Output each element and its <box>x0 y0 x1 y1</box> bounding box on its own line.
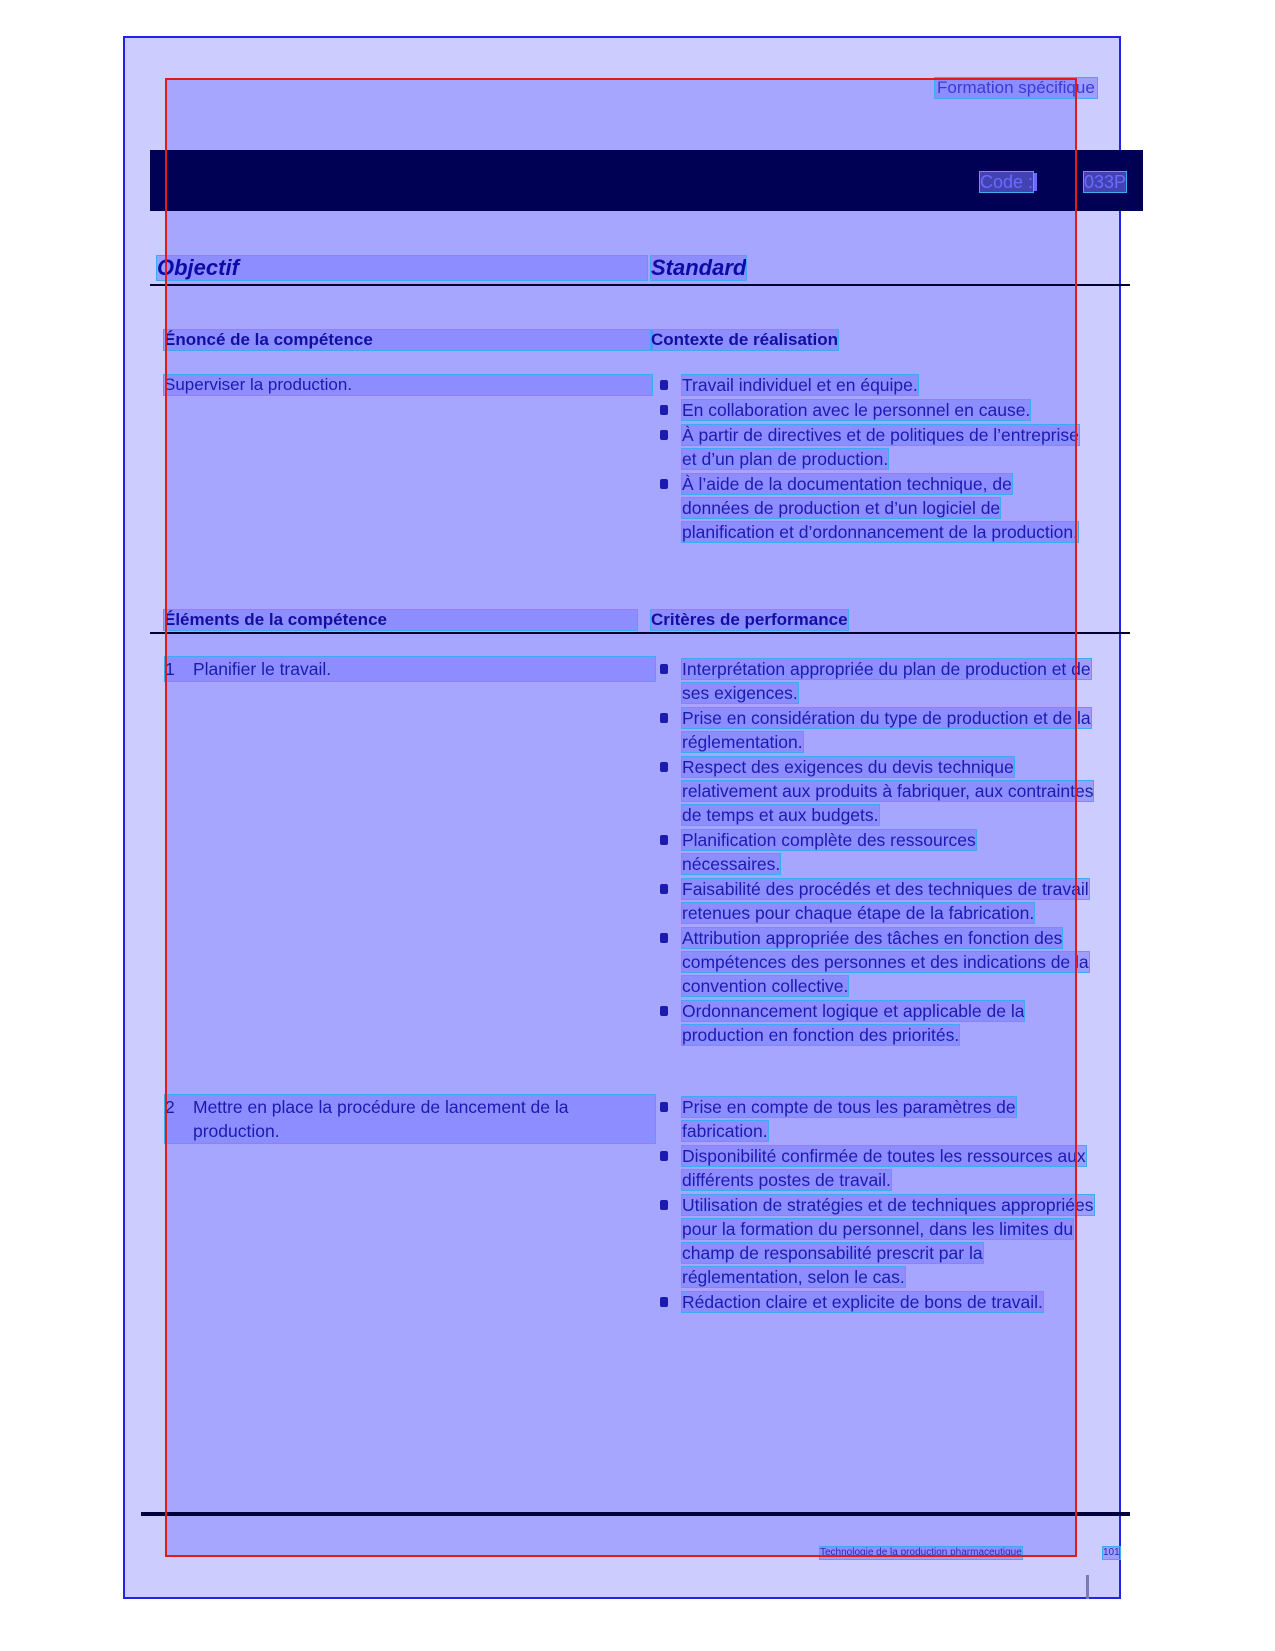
elements-rule <box>150 632 1130 634</box>
bullet-icon <box>660 1006 668 1016</box>
list-item: Ordonnancement logique et applicable de la production en fonction des priorités. <box>658 999 1102 1047</box>
bullet-icon <box>660 430 668 440</box>
element-item-2: 2 Mettre en place la procédure de lancement de la production. <box>165 1095 655 1143</box>
bullet-icon <box>660 762 668 772</box>
bullet-icon <box>660 479 668 489</box>
list-item: Travail individuel et en équipe. <box>658 373 1120 397</box>
context-heading: Contexte de réalisation <box>651 330 839 349</box>
list-item: Attribution appropriée des tâches en fonction des compétences des personnes et des indications de la convention collective. <box>658 926 1102 998</box>
section-label: Formation spécifique <box>937 78 1095 97</box>
criteria-heading: Critères de performance <box>651 610 848 629</box>
elements-heading: Éléments de la compétence <box>164 610 637 630</box>
element-item-1: 1 Planifier le travail. <box>165 657 655 681</box>
heading-standard: Standard <box>651 255 747 280</box>
list-item: Utilisation de stratégies et de techniques appropriées pour la formation du personnel, dans les limites du champ de responsabilité prescrit par la réglementation, selon le cas. <box>658 1193 1102 1289</box>
list-item: En collaboration avec le personnel en cause. <box>658 398 1120 422</box>
list-item: Respect des exigences du devis technique relativement aux produits à fabriquer, aux contraintes de temps et aux budgets. <box>658 755 1097 827</box>
footer-program: Technologie de la production pharmaceutique <box>820 1547 1022 1558</box>
list-item: Interprétation appropriée du plan de production et de ses exigences. <box>658 657 1108 705</box>
criteria-list-1 <box>658 657 1108 1048</box>
code-value: 033P <box>1084 172 1127 192</box>
statement-text: Superviser la production. <box>164 375 652 395</box>
bullet-icon <box>660 1200 668 1210</box>
list-item: Disponibilité confirmée de toutes les ressources aux différents postes de travail. <box>658 1144 1144 1192</box>
list-item: À partir de directives et de politiques de l’entreprise et d’un plan de production. <box>658 423 1082 471</box>
list-item: Prise en compte de tous les paramètres de fabrication. <box>658 1095 1102 1143</box>
bullet-icon <box>660 713 668 723</box>
list-item: À l’aide de la documentation technique, de données de production et d’un logiciel de planification et d’ordonnancement de la production. <box>658 472 1082 544</box>
code-separator <box>1034 173 1037 191</box>
footer-rule <box>141 1512 1130 1516</box>
bullet-icon <box>660 933 668 943</box>
list-item: Planification complète des ressources nécessaires. <box>658 828 1072 876</box>
bullet-icon <box>660 884 668 894</box>
bullet-icon <box>660 664 668 674</box>
bullet-icon <box>660 405 668 415</box>
criteria-list-2 <box>658 1095 1108 1315</box>
context-list <box>658 373 1120 545</box>
footer-page-number: 101 <box>1103 1547 1120 1558</box>
bullet-icon <box>660 835 668 845</box>
footer-tick <box>1086 1575 1089 1599</box>
bullet-icon <box>660 380 668 390</box>
heading-objectif: Objectif <box>157 256 647 280</box>
list-item: Faisabilité des procédés et des techniques de travail retenues pour chaque étape de la fabrication. <box>658 877 1117 925</box>
code-label: Code : <box>980 172 1034 192</box>
bullet-icon <box>660 1102 668 1112</box>
statement-heading: Énoncé de la compétence <box>164 330 652 350</box>
heading-rule <box>150 284 1130 286</box>
bullet-icon <box>660 1151 668 1161</box>
list-item: Prise en considération du type de production et de la réglementation. <box>658 706 1108 754</box>
list-item: Rédaction claire et explicite de bons de travail. <box>658 1290 1108 1314</box>
bullet-icon <box>660 1297 668 1307</box>
